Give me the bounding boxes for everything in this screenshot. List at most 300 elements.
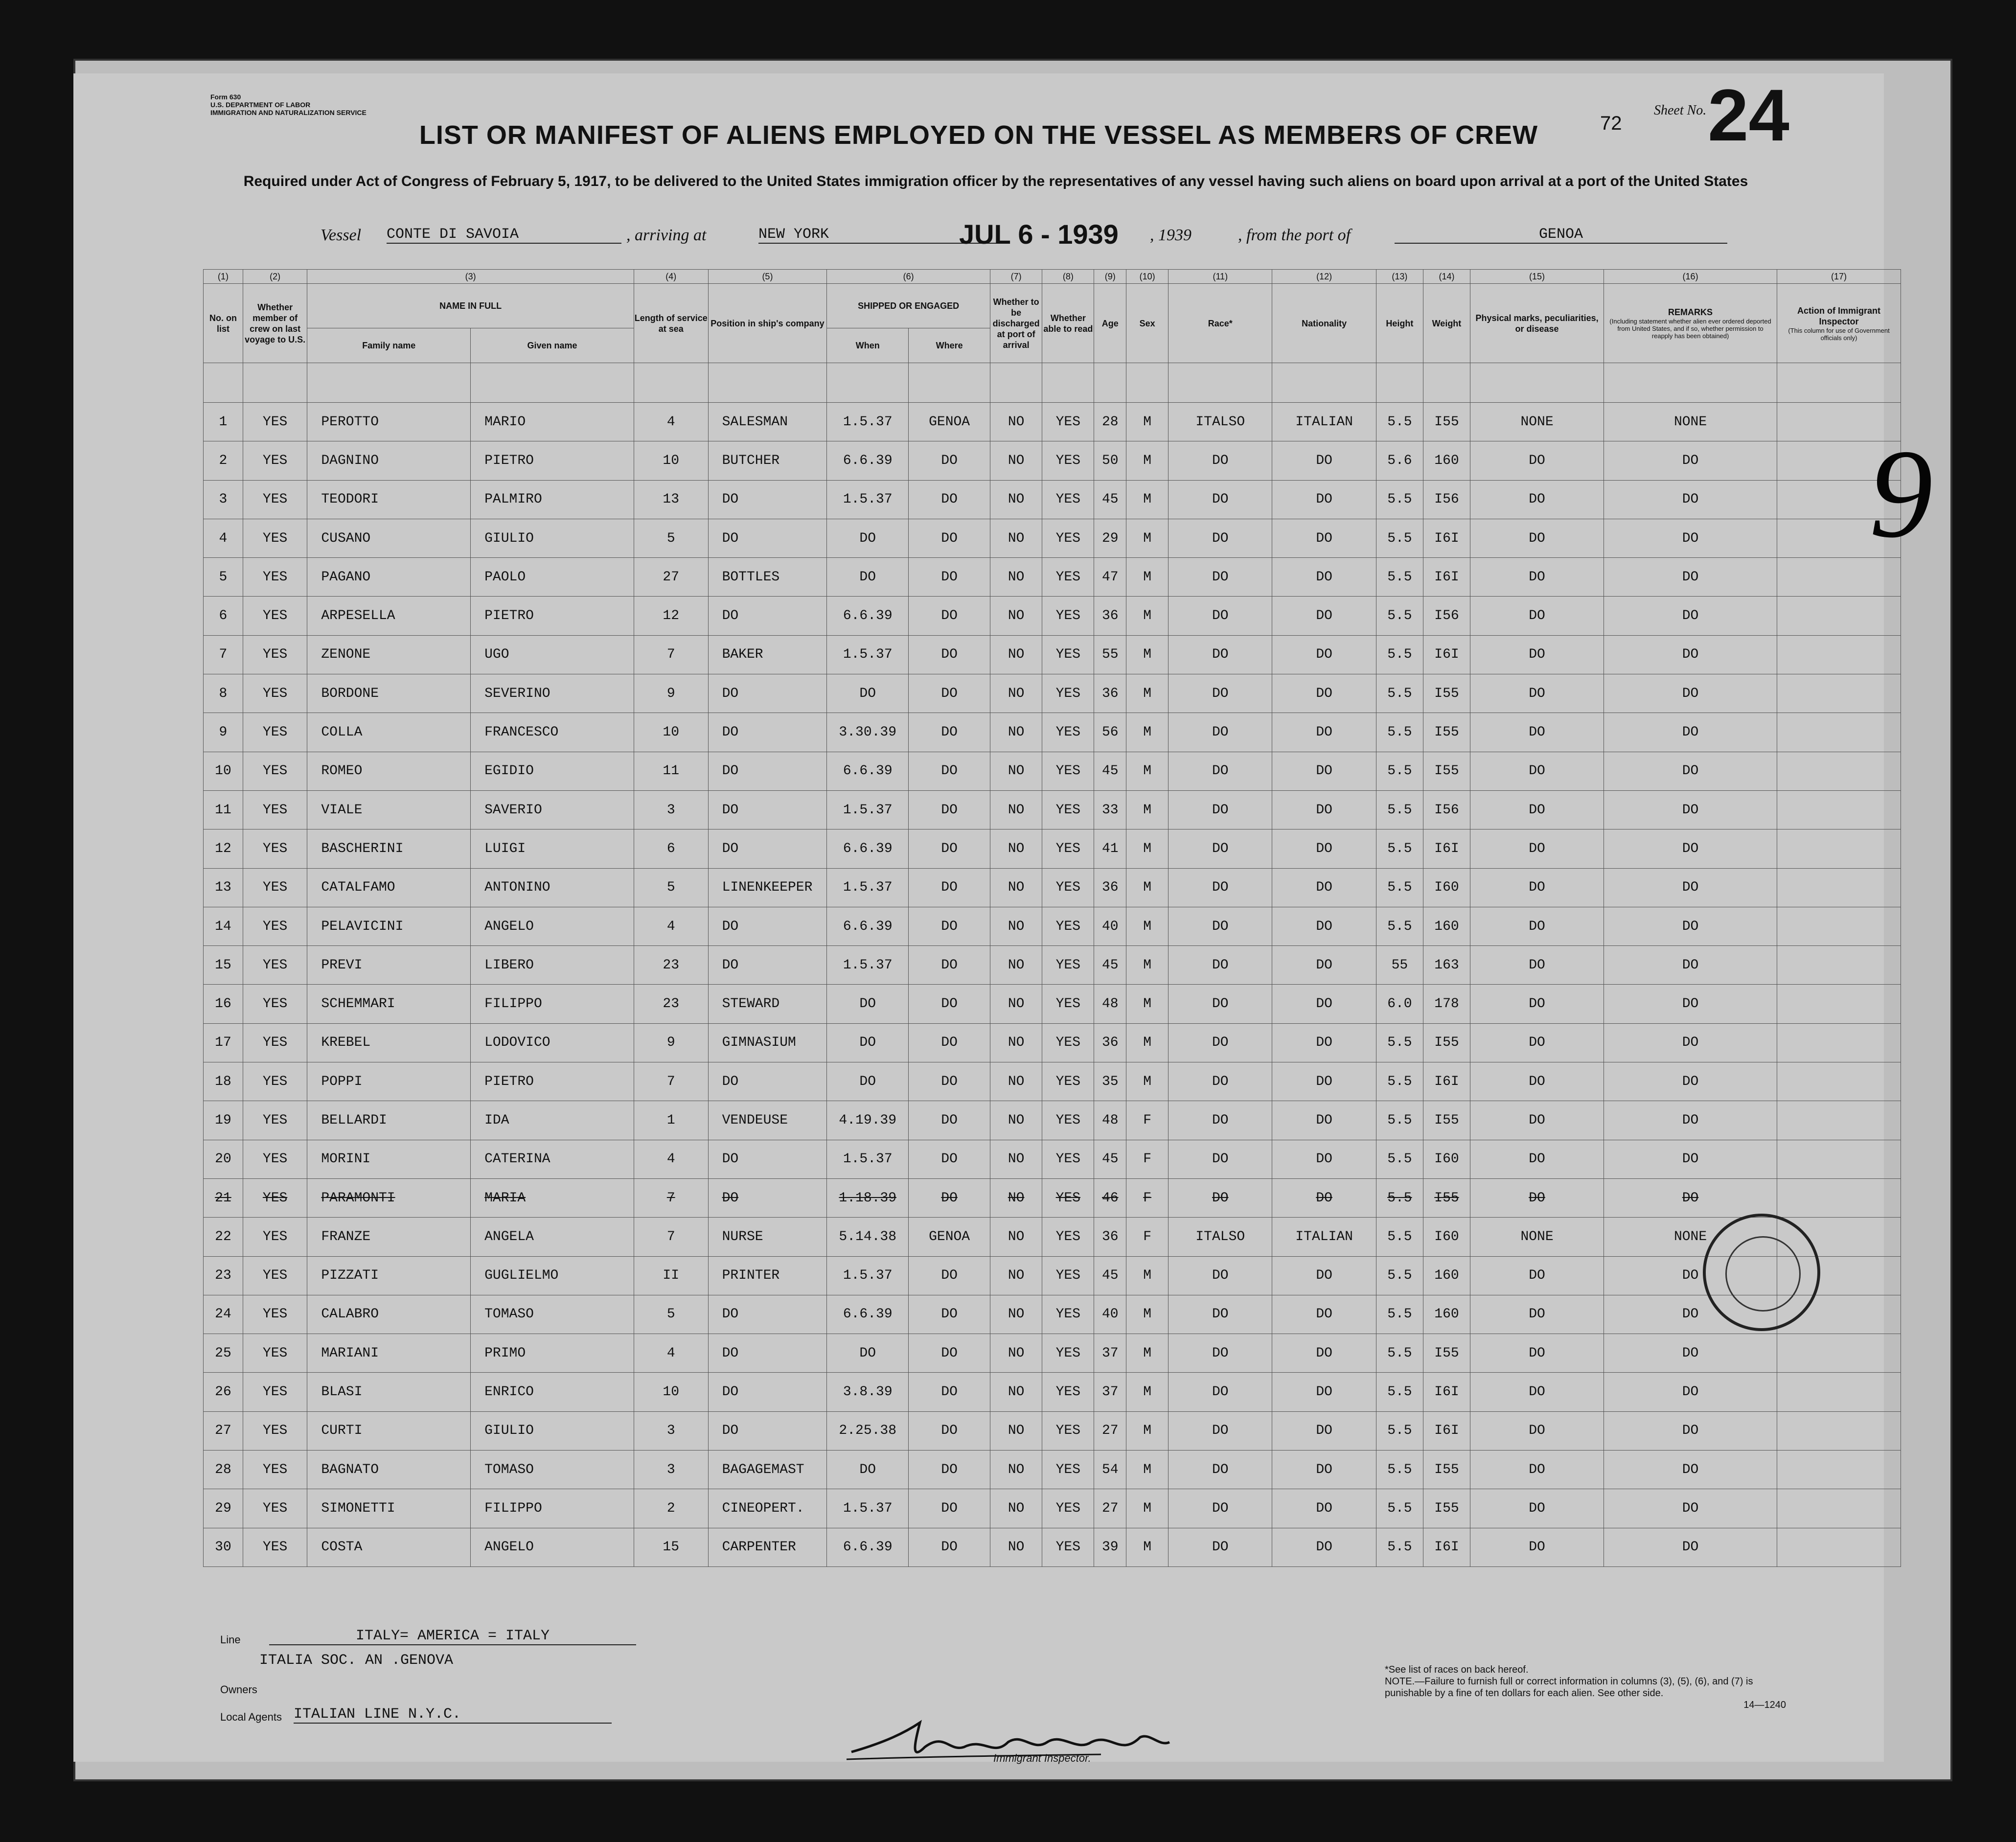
form-number — [210, 93, 367, 116]
footer-notes — [1385, 1664, 1786, 1711]
table-row — [204, 1489, 1901, 1528]
cell-where: DO — [909, 907, 990, 945]
cell-when: 1.18.39 — [827, 1178, 909, 1217]
col-number: (3) — [307, 270, 634, 284]
cell-given: EGIDIO — [471, 752, 634, 790]
cell-read: YES — [1042, 558, 1094, 597]
cell-action — [1777, 1101, 1901, 1140]
cell-position: DO — [708, 519, 827, 557]
cell-marks: DO — [1470, 480, 1604, 519]
cell-no: 25 — [204, 1334, 243, 1373]
table-row — [204, 635, 1901, 674]
cell-read: YES — [1042, 868, 1094, 907]
cell-nationality: ITALIAN — [1272, 1218, 1376, 1256]
col-nationality: Nationality — [1272, 284, 1376, 363]
cell-service: 23 — [634, 946, 708, 985]
cell-age: 37 — [1094, 1373, 1126, 1411]
cell-position: DO — [708, 480, 827, 519]
cell-member: YES — [243, 1528, 307, 1566]
cell-age: 47 — [1094, 558, 1126, 597]
cell-marks: DO — [1470, 1101, 1604, 1140]
cell-position: CARPENTER — [708, 1528, 827, 1566]
cell-position: DO — [708, 829, 827, 868]
cell-where: DO — [909, 674, 990, 713]
cell-race: DO — [1168, 790, 1272, 829]
cell-age: 28 — [1094, 403, 1126, 441]
table-row — [204, 674, 1901, 713]
cell-where: DO — [909, 713, 990, 752]
cell-remarks: DO — [1604, 674, 1777, 713]
table-row — [204, 1295, 1901, 1334]
cell-no: 19 — [204, 1101, 243, 1140]
cell-marks: DO — [1470, 674, 1604, 713]
col-no-on-list: No. on list — [204, 284, 243, 363]
cell-weight: I56 — [1423, 597, 1470, 635]
col-position: Position in ship's company — [708, 284, 827, 363]
cell-when: 5.14.38 — [827, 1218, 909, 1256]
cell-no: 11 — [204, 790, 243, 829]
cell-member: YES — [243, 1023, 307, 1062]
cell-given: MARIA — [471, 1178, 634, 1217]
cell-weight: I55 — [1423, 1023, 1470, 1062]
cell-action — [1777, 752, 1901, 790]
cell-position: DO — [708, 597, 827, 635]
cell-remarks: DO — [1604, 1489, 1777, 1528]
cell-given: ANTONINO — [471, 868, 634, 907]
cell-marks: DO — [1470, 1140, 1604, 1178]
cell-discharged: NO — [990, 674, 1042, 713]
cell-given: IDA — [471, 1101, 634, 1140]
cell-sex: M — [1126, 1062, 1168, 1101]
col-number: (16) — [1604, 270, 1777, 284]
cell-height: 5.5 — [1376, 597, 1423, 635]
date-stamp: JUL 6 - 1939 — [959, 219, 1119, 250]
cell-nationality: DO — [1272, 674, 1376, 713]
cell-member: YES — [243, 868, 307, 907]
cell-remarks: DO — [1604, 1373, 1777, 1411]
cell-action — [1777, 1411, 1901, 1450]
cell-discharged: NO — [990, 907, 1042, 945]
cell-read: YES — [1042, 1295, 1094, 1334]
cell-service: 4 — [634, 1334, 708, 1373]
cell-race: DO — [1168, 985, 1272, 1023]
cell-weight: I55 — [1423, 752, 1470, 790]
cell-marks: DO — [1470, 1334, 1604, 1373]
cell-remarks: DO — [1604, 868, 1777, 907]
cell-remarks: DO — [1604, 985, 1777, 1023]
cell-no: 3 — [204, 480, 243, 519]
col-family-name: Family name — [307, 328, 471, 363]
cell-member: YES — [243, 752, 307, 790]
cell-given: LUIGI — [471, 829, 634, 868]
cell-discharged: NO — [990, 635, 1042, 674]
cell-remarks: DO — [1604, 597, 1777, 635]
cell-weight: I55 — [1423, 1451, 1470, 1489]
cell-weight: I6I — [1423, 829, 1470, 868]
cell-marks: DO — [1470, 907, 1604, 945]
cell-family: ARPESELLA — [307, 597, 471, 635]
cell-marks: DO — [1470, 752, 1604, 790]
cell-given: PRIMO — [471, 1334, 634, 1373]
cell-read: YES — [1042, 480, 1094, 519]
cell-where: DO — [909, 946, 990, 985]
vessel-name: CONTE DI SAVOIA — [387, 226, 621, 244]
table-row — [204, 907, 1901, 945]
cell-read: YES — [1042, 519, 1094, 557]
table-row — [204, 1256, 1901, 1295]
cell-height: 5.5 — [1376, 635, 1423, 674]
cell-discharged: NO — [990, 1334, 1042, 1373]
cell-service: 4 — [634, 907, 708, 945]
cell-service: 10 — [634, 713, 708, 752]
cell-no: 7 — [204, 635, 243, 674]
cell-member: YES — [243, 1062, 307, 1101]
col-action-title: Action of Immigrant Inspector — [1797, 305, 1881, 326]
col-number: (7) — [990, 270, 1042, 284]
cell-height: 5.5 — [1376, 1334, 1423, 1373]
col-given-name: Given name — [471, 328, 634, 363]
cell-height: 5.5 — [1376, 1101, 1423, 1140]
cell-height: 5.5 — [1376, 1528, 1423, 1566]
cell-nationality: DO — [1272, 1451, 1376, 1489]
table-row — [204, 558, 1901, 597]
cell-marks: DO — [1470, 868, 1604, 907]
cell-discharged: NO — [990, 868, 1042, 907]
cell-nationality: DO — [1272, 946, 1376, 985]
cell-given: PIETRO — [471, 441, 634, 480]
cell-family: PAGANO — [307, 558, 471, 597]
cell-weight: I6I — [1423, 1411, 1470, 1450]
cell-race: DO — [1168, 558, 1272, 597]
table-row — [204, 1334, 1901, 1373]
cell-where: DO — [909, 558, 990, 597]
cell-weight: I6I — [1423, 519, 1470, 557]
cell-race: DO — [1168, 829, 1272, 868]
cell-no: 27 — [204, 1411, 243, 1450]
cell-no: 14 — [204, 907, 243, 945]
cell-service: 2 — [634, 1489, 708, 1528]
table-row — [204, 1178, 1901, 1217]
cell-nationality: DO — [1272, 1489, 1376, 1528]
cell-nationality: DO — [1272, 1062, 1376, 1101]
cell-race: DO — [1168, 597, 1272, 635]
cell-no: 21 — [204, 1178, 243, 1217]
cell-marks: DO — [1470, 1451, 1604, 1489]
cell-position: DO — [708, 790, 827, 829]
cell-given: PIETRO — [471, 1062, 634, 1101]
cell-nationality: DO — [1272, 985, 1376, 1023]
cell-race: DO — [1168, 1489, 1272, 1528]
cell-family: BELLARDI — [307, 1101, 471, 1140]
cell-family: CURTI — [307, 1411, 471, 1450]
cell-position: VENDEUSE — [708, 1101, 827, 1140]
cell-member: YES — [243, 985, 307, 1023]
cell-nationality: DO — [1272, 1101, 1376, 1140]
cell-family: MORINI — [307, 1140, 471, 1178]
cell-given: SEVERINO — [471, 674, 634, 713]
cell-where: DO — [909, 1451, 990, 1489]
cell-remarks: DO — [1604, 441, 1777, 480]
cell-age: 27 — [1094, 1489, 1126, 1528]
note-fine: NOTE.—Failure to furnish full or correct information in columns (3), (5), (6), and (7) is punishable by a fine of ten dollars for each alien. See other side. — [1385, 1676, 1753, 1699]
cell-service: 13 — [634, 480, 708, 519]
cell-discharged: NO — [990, 1489, 1042, 1528]
cell-weight: I56 — [1423, 480, 1470, 519]
cell-position: SALESMAN — [708, 403, 827, 441]
cell-member: YES — [243, 1451, 307, 1489]
cell-weight: 160 — [1423, 1295, 1470, 1334]
cell-position: BAKER — [708, 635, 827, 674]
agents-label: Local Agents — [220, 1711, 282, 1723]
cell-read: YES — [1042, 1023, 1094, 1062]
cell-race: ITALSO — [1168, 1218, 1272, 1256]
cell-given: MARIO — [471, 403, 634, 441]
cell-action — [1777, 674, 1901, 713]
cell-sex: M — [1126, 480, 1168, 519]
cell-where: DO — [909, 985, 990, 1023]
line-label: Line — [220, 1634, 241, 1646]
cell-nationality: DO — [1272, 1023, 1376, 1062]
cell-marks: DO — [1470, 519, 1604, 557]
cell-sex: M — [1126, 946, 1168, 985]
cell-service: 10 — [634, 441, 708, 480]
cell-action — [1777, 829, 1901, 868]
cell-member: YES — [243, 1256, 307, 1295]
cell-position: DO — [708, 1140, 827, 1178]
cell-race: DO — [1168, 635, 1272, 674]
cell-service: 6 — [634, 829, 708, 868]
cell-height: 5.5 — [1376, 868, 1423, 907]
cell-sex: F — [1126, 1101, 1168, 1140]
cell-read: YES — [1042, 674, 1094, 713]
cell-race: DO — [1168, 441, 1272, 480]
cell-member: YES — [243, 403, 307, 441]
cell-age: 48 — [1094, 985, 1126, 1023]
cell-service: 7 — [634, 1218, 708, 1256]
cell-age: 54 — [1094, 1451, 1126, 1489]
cell-when: 2.25.38 — [827, 1411, 909, 1450]
table-row — [204, 1218, 1901, 1256]
cell-when: 6.6.39 — [827, 1295, 909, 1334]
cell-position: PRINTER — [708, 1256, 827, 1295]
cell-discharged: NO — [990, 1101, 1042, 1140]
cell-remarks: DO — [1604, 1295, 1777, 1334]
cell-given: FILIPPO — [471, 1489, 634, 1528]
cell-nationality: DO — [1272, 829, 1376, 868]
cell-sex: M — [1126, 907, 1168, 945]
cell-nationality: DO — [1272, 1334, 1376, 1373]
cell-member: YES — [243, 1373, 307, 1411]
cell-age: 27 — [1094, 1411, 1126, 1450]
cell-when: 6.6.39 — [827, 752, 909, 790]
cell-read: YES — [1042, 790, 1094, 829]
cell-given: UGO — [471, 635, 634, 674]
cell-member: YES — [243, 829, 307, 868]
col-number: (8) — [1042, 270, 1094, 284]
cell-nationality: DO — [1272, 1373, 1376, 1411]
cell-weight: I6I — [1423, 1528, 1470, 1566]
cell-discharged: NO — [990, 1218, 1042, 1256]
col-action-note: (This column for use of Government officials only) — [1788, 326, 1890, 342]
cell-marks: DO — [1470, 635, 1604, 674]
cell-service: 4 — [634, 1140, 708, 1178]
cell-where: DO — [909, 519, 990, 557]
cell-where: DO — [909, 1178, 990, 1217]
cell-no: 20 — [204, 1140, 243, 1178]
crew-table — [203, 269, 1901, 1567]
col-number: (17) — [1777, 270, 1901, 284]
cell-read: YES — [1042, 1062, 1094, 1101]
cell-position: GIMNASIUM — [708, 1023, 827, 1062]
cell-height: 5.5 — [1376, 674, 1423, 713]
cell-where: DO — [909, 790, 990, 829]
cell-member: YES — [243, 1334, 307, 1373]
cell-sex: M — [1126, 441, 1168, 480]
cell-given: ANGELA — [471, 1218, 634, 1256]
cell-no: 4 — [204, 519, 243, 557]
arriving-port: NEW YORK — [758, 226, 1003, 244]
cell-read: YES — [1042, 441, 1094, 480]
cell-where: DO — [909, 441, 990, 480]
cell-weight: I55 — [1423, 1334, 1470, 1373]
col-weight: Weight — [1423, 284, 1470, 363]
cell-marks: DO — [1470, 558, 1604, 597]
cell-race: DO — [1168, 1528, 1272, 1566]
cell-discharged: NO — [990, 480, 1042, 519]
table-row — [204, 597, 1901, 635]
cell-action — [1777, 597, 1901, 635]
cell-weight: I55 — [1423, 1178, 1470, 1217]
cell-marks: DO — [1470, 1411, 1604, 1450]
cell-height: 5.5 — [1376, 829, 1423, 868]
cell-service: 9 — [634, 674, 708, 713]
cell-position: DO — [708, 674, 827, 713]
cell-read: YES — [1042, 985, 1094, 1023]
cell-when: DO — [827, 985, 909, 1023]
cell-action — [1777, 1528, 1901, 1566]
cell-when: 3.30.39 — [827, 713, 909, 752]
col-whether-member: Whether member of crew on last voyage to U.S. — [243, 284, 307, 363]
cell-sex: M — [1126, 790, 1168, 829]
cell-nationality: DO — [1272, 597, 1376, 635]
cell-family: COLLA — [307, 713, 471, 752]
cell-sex: M — [1126, 752, 1168, 790]
cell-age: 35 — [1094, 1062, 1126, 1101]
cell-member: YES — [243, 674, 307, 713]
cell-height: 55 — [1376, 946, 1423, 985]
from-port-label: , from the port of — [1238, 226, 1351, 244]
cell-nationality: DO — [1272, 558, 1376, 597]
cell-sex: M — [1126, 1489, 1168, 1528]
cell-given: PIETRO — [471, 597, 634, 635]
cell-sex: F — [1126, 1140, 1168, 1178]
cell-nationality: DO — [1272, 907, 1376, 945]
cell-position: BAGAGEMAST — [708, 1451, 827, 1489]
col-number: (9) — [1094, 270, 1126, 284]
cell-race: DO — [1168, 1256, 1272, 1295]
col-number: (6) — [827, 270, 990, 284]
cell-age: 36 — [1094, 597, 1126, 635]
cell-sex: M — [1126, 558, 1168, 597]
cell-discharged: NO — [990, 790, 1042, 829]
cell-no: 5 — [204, 558, 243, 597]
cell-height: 5.5 — [1376, 1373, 1423, 1411]
cell-sex: M — [1126, 1528, 1168, 1566]
cell-weight: I55 — [1423, 674, 1470, 713]
cell-remarks: DO — [1604, 713, 1777, 752]
cell-family: FRANZE — [307, 1218, 471, 1256]
cell-family: DAGNINO — [307, 441, 471, 480]
cell-action — [1777, 1489, 1901, 1528]
cell-when: 1.5.37 — [827, 1489, 909, 1528]
table-row — [204, 1373, 1901, 1411]
cell-service: 1 — [634, 1101, 708, 1140]
cell-sex: F — [1126, 1178, 1168, 1217]
cell-race: DO — [1168, 480, 1272, 519]
cell-given: GIULIO — [471, 1411, 634, 1450]
cell-when: 1.5.37 — [827, 946, 909, 985]
cell-read: YES — [1042, 1256, 1094, 1295]
cell-no: 10 — [204, 752, 243, 790]
col-number: (12) — [1272, 270, 1376, 284]
cell-read: YES — [1042, 635, 1094, 674]
cell-nationality: DO — [1272, 1528, 1376, 1566]
cell-member: YES — [243, 1295, 307, 1334]
cell-action — [1777, 1334, 1901, 1373]
cell-remarks: DO — [1604, 1178, 1777, 1217]
cell-remarks: DO — [1604, 1023, 1777, 1062]
cell-read: YES — [1042, 946, 1094, 985]
cell-family: CATALFAMO — [307, 868, 471, 907]
cell-service: 9 — [634, 1023, 708, 1062]
cell-member: YES — [243, 1178, 307, 1217]
cell-age: 40 — [1094, 907, 1126, 945]
col-number: (2) — [243, 270, 307, 284]
table-row — [204, 985, 1901, 1023]
cell-given: TOMASO — [471, 1451, 634, 1489]
page-number-72: 72 — [1600, 113, 1622, 134]
cell-nationality: DO — [1272, 480, 1376, 519]
cell-action — [1777, 635, 1901, 674]
cell-age: 40 — [1094, 1295, 1126, 1334]
cell-weight: I6I — [1423, 1373, 1470, 1411]
cell-position: DO — [708, 713, 827, 752]
cell-age: 39 — [1094, 1528, 1126, 1566]
cell-age: 36 — [1094, 1023, 1126, 1062]
cell-age: 48 — [1094, 1101, 1126, 1140]
cell-height: 5.5 — [1376, 1140, 1423, 1178]
cell-family: BASCHERINI — [307, 829, 471, 868]
cell-action — [1777, 985, 1901, 1023]
cell-action — [1777, 713, 1901, 752]
cell-service: 23 — [634, 985, 708, 1023]
cell-age: 45 — [1094, 946, 1126, 985]
cell-action — [1777, 1140, 1901, 1178]
document-subtitle: Required under Act of Congress of February 5, 1917, to be delivered to the United States immigration officer by the representatives of any vessel having such aliens on board upon arrival at a port of the United States — [243, 173, 1748, 189]
cell-position: BUTCHER — [708, 441, 827, 480]
cell-member: YES — [243, 1101, 307, 1140]
cell-discharged: NO — [990, 1451, 1042, 1489]
cell-weight: I60 — [1423, 1218, 1470, 1256]
table-row — [204, 519, 1901, 557]
table-row — [204, 946, 1901, 985]
col-remarks-note: (Including statement whether alien ever ordered deported from United States, and if so, whether permission to reapply has been obtained) — [1609, 318, 1771, 340]
cell-where: DO — [909, 868, 990, 907]
cell-family: SCHEMMARI — [307, 985, 471, 1023]
cell-height: 5.5 — [1376, 1295, 1423, 1334]
cell-nationality: DO — [1272, 868, 1376, 907]
cell-read: YES — [1042, 1334, 1094, 1373]
